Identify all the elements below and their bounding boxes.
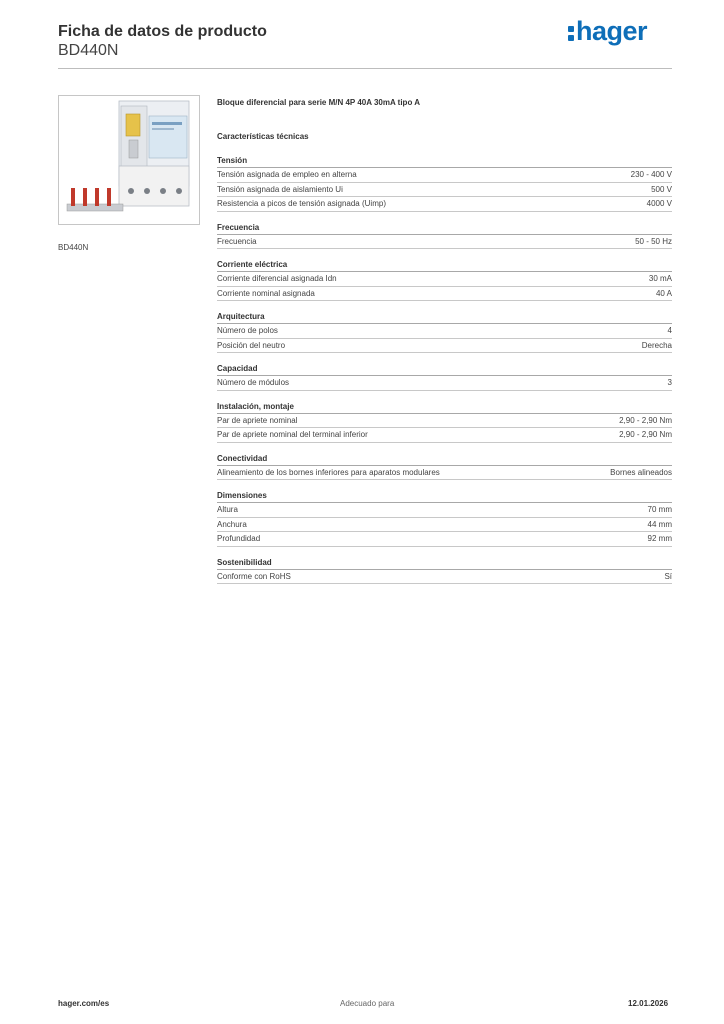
spec-section <box>217 221 672 250</box>
spec-value: 44 mm <box>647 519 672 529</box>
spec-value: 92 mm <box>647 534 672 543</box>
spec-label: Par de apriete nominal <box>217 415 298 425</box>
product-illustration <box>59 96 199 224</box>
logo-colon-icon <box>568 24 574 42</box>
spec-row <box>217 272 672 287</box>
spec-value: Derecha <box>641 340 672 350</box>
product-description: Bloque diferencial para serie M/N 4P 40A 30mA tipo A <box>217 98 421 107</box>
spec-label: Profundidad <box>217 534 261 543</box>
spec-sections <box>217 154 672 584</box>
spec-value: 500 V <box>651 184 672 194</box>
spec-row <box>217 466 672 481</box>
spec-label: Resistencia a picos de tensión asignada (Uimp) <box>217 199 386 208</box>
spec-value: 50 - 50 Hz <box>635 236 672 246</box>
spec-section <box>217 258 672 301</box>
spec-row <box>217 197 672 212</box>
hager-logo <box>568 16 647 47</box>
spec-value: 4 <box>667 326 672 335</box>
spec-content <box>217 97 672 593</box>
spec-label: Tensión asignada de aislamiento Ui <box>217 184 343 194</box>
technical-characteristics-heading: Características técnicas <box>217 132 309 141</box>
spec-label: Frecuencia <box>217 236 257 246</box>
section-heading: Conectividad <box>217 452 672 466</box>
section-heading: Tensión <box>217 154 672 168</box>
section-heading: Capacidad <box>217 362 672 376</box>
spec-row <box>217 168 672 183</box>
product-image <box>58 95 200 225</box>
spec-row <box>217 183 672 198</box>
spec-section <box>217 154 672 212</box>
spec-row <box>217 570 672 585</box>
spec-section <box>217 400 672 443</box>
spec-label: Número de módulos <box>217 378 290 387</box>
spec-label: Corriente diferencial asignada Idn <box>217 274 337 283</box>
spec-value: 2,90 - 2,90 Nm <box>619 415 672 425</box>
spec-label: Altura <box>217 505 238 514</box>
spec-section <box>217 310 672 353</box>
spec-label: Posición del neutro <box>217 340 286 350</box>
spec-label: Anchura <box>217 519 247 529</box>
spec-section <box>217 452 672 481</box>
section-heading: Corriente eléctrica <box>217 258 672 272</box>
section-heading: Frecuencia <box>217 221 672 235</box>
spec-value: 40 A <box>655 288 672 298</box>
document-header <box>58 22 267 60</box>
spec-label: Corriente nominal asignada <box>217 288 315 298</box>
spec-row <box>217 339 672 354</box>
spec-label: Tensión asignada de empleo en alterna <box>217 170 357 179</box>
spec-section <box>217 362 672 391</box>
spec-row <box>217 518 672 533</box>
spec-label: Alineamiento de los bornes inferiores para aparatos modulares <box>217 467 440 477</box>
footer-date: 12.01.2026 <box>628 999 669 1008</box>
logo-text: hager <box>576 16 648 46</box>
spec-value: Sí <box>664 571 672 581</box>
spec-value: 3 <box>667 378 672 387</box>
spec-row <box>217 532 672 547</box>
spec-value: 30 mA <box>648 274 672 283</box>
spec-label: Conforme con RoHS <box>217 571 291 581</box>
footer-website: hager.com/es <box>58 999 110 1008</box>
footer-suitable-for: Adecuado para <box>340 999 395 1008</box>
spec-row <box>217 287 672 302</box>
spec-section <box>217 556 672 585</box>
spec-row <box>217 428 672 443</box>
spec-label: Número de polos <box>217 326 278 335</box>
section-heading: Instalación, montaje <box>217 400 672 414</box>
image-caption: BD440N <box>58 243 89 252</box>
spec-value: 4000 V <box>646 199 672 208</box>
spec-value: 70 mm <box>647 505 672 514</box>
spec-row <box>217 414 672 429</box>
product-reference: BD440N <box>58 42 119 59</box>
section-heading: Dimensiones <box>217 489 672 503</box>
header-divider <box>58 68 672 69</box>
section-heading: Arquitectura <box>217 310 672 324</box>
spec-value: 230 - 400 V <box>630 170 672 179</box>
spec-section <box>217 489 672 547</box>
spec-row <box>217 503 672 518</box>
section-heading: Sostenibilidad <box>217 556 672 570</box>
spec-row <box>217 235 672 250</box>
spec-value: 2,90 - 2,90 Nm <box>619 430 672 439</box>
spec-value: Bornes alineados <box>610 467 672 477</box>
spec-row <box>217 376 672 391</box>
spec-label: Par de apriete nominal del terminal inferior <box>217 430 368 439</box>
document-title: Ficha de datos de producto <box>58 23 267 40</box>
spec-row <box>217 324 672 339</box>
